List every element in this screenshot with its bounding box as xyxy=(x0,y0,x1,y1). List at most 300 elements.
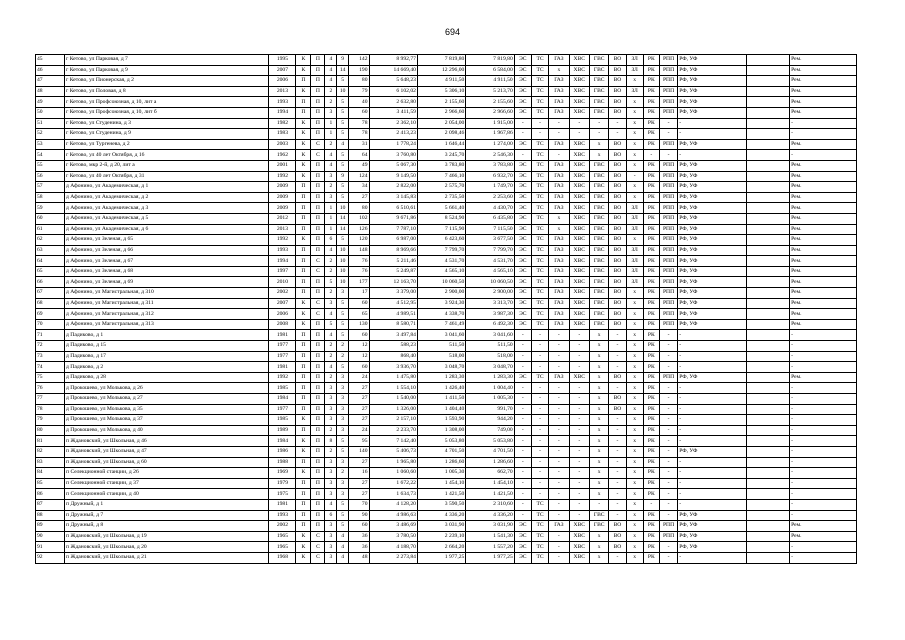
table-cell: К xyxy=(296,552,311,563)
table-cell: 1994 xyxy=(269,256,296,267)
table-cell: - xyxy=(514,118,531,129)
table-row xyxy=(36,245,857,256)
table-cell: П xyxy=(311,76,325,87)
table-cell: ЭС xyxy=(514,213,531,224)
table-cell: П xyxy=(311,319,325,330)
table-row xyxy=(36,203,857,214)
table-cell: 2013 xyxy=(269,224,296,235)
table-cell: - xyxy=(531,394,548,405)
table-cell: 3 xyxy=(325,531,337,542)
table-cell: - xyxy=(790,457,857,468)
table-cell: Рем. xyxy=(790,277,857,288)
table-cell: РФ, УФ xyxy=(678,97,747,108)
table-cell: - xyxy=(549,499,569,510)
table-cell: 5 067,30 xyxy=(369,160,417,171)
table-cell: ГАЗ xyxy=(549,203,569,214)
address-cell: п Ждановский, ул Школьная, д 47 xyxy=(65,446,269,457)
table-cell: П xyxy=(296,457,311,468)
row-number-cell: 80 xyxy=(36,425,65,436)
table-cell: ЗЛ xyxy=(626,256,643,267)
table-cell: РФ, УФ xyxy=(678,266,747,277)
table-cell: РК xyxy=(643,182,659,193)
table-cell: - xyxy=(790,552,857,563)
table-cell: 1 426,40 xyxy=(417,383,465,394)
table-cell: х xyxy=(590,362,609,373)
row-number-cell: 50 xyxy=(36,107,65,118)
table-cell: - xyxy=(514,510,531,521)
table-cell: Рем. xyxy=(790,76,857,87)
table-cell: 14 xyxy=(337,65,349,76)
table-cell: 2 xyxy=(337,468,349,479)
row-number-cell: 81 xyxy=(36,436,65,447)
table-cell: - xyxy=(549,478,569,489)
table-cell: П xyxy=(296,182,311,193)
table-cell: 2 xyxy=(325,139,337,150)
table-cell: 5 xyxy=(337,129,349,140)
table-cell: 3 245,70 xyxy=(417,150,465,161)
table-cell: х xyxy=(626,330,643,341)
table-cell: 1 634,73 xyxy=(369,489,417,500)
table-cell: 3 xyxy=(325,521,337,532)
table-cell: П xyxy=(311,499,325,510)
table-cell: Рем. xyxy=(790,182,857,193)
table-cell: - xyxy=(531,383,548,394)
table-cell: Рем. xyxy=(790,65,857,76)
table-cell: - xyxy=(531,330,548,341)
table-cell: 2 xyxy=(325,288,337,299)
table-row xyxy=(36,118,857,129)
row-number-cell: 76 xyxy=(36,383,65,394)
table-row xyxy=(36,362,857,373)
table-cell: 1 060,60 xyxy=(369,468,417,479)
table-cell: РФ, УФ xyxy=(678,160,747,171)
table-cell: 2 054,00 xyxy=(417,118,465,129)
table-cell: П xyxy=(296,277,311,288)
table-cell: - xyxy=(659,129,677,140)
table-cell: 5 xyxy=(337,436,349,447)
table-row xyxy=(36,309,857,320)
table-cell: 9 xyxy=(337,171,349,182)
table-cell: 1 475,80 xyxy=(369,372,417,383)
table-row xyxy=(36,235,857,246)
table-cell: ВО xyxy=(609,319,626,330)
address-cell: д Афонино, ул Магистральная, д 313 xyxy=(65,319,269,330)
address-cell: д Прокошево, ул Молькова, д 40 xyxy=(65,425,269,436)
table-cell xyxy=(747,150,790,161)
table-cell: х xyxy=(590,383,609,394)
table-cell: РК xyxy=(643,383,659,394)
table-cell: - xyxy=(609,415,626,426)
table-cell: ТС xyxy=(531,277,548,288)
table-cell: 511,50 xyxy=(466,341,514,352)
table-cell: 2009 xyxy=(269,182,296,193)
table-cell: - xyxy=(549,425,569,436)
table-cell: ГВС xyxy=(590,213,609,224)
table-cell xyxy=(747,182,790,193)
table-cell: ВО xyxy=(609,277,626,288)
table-cell: - xyxy=(569,351,589,362)
table-cell: 3 783,80 xyxy=(417,160,465,171)
table-cell: РК xyxy=(643,394,659,405)
table-cell: 4 xyxy=(325,330,337,341)
table-cell: - xyxy=(790,394,857,405)
table-cell: 4 336,20 xyxy=(417,510,465,521)
table-cell: 1984 xyxy=(269,436,296,447)
table-cell: Рем. xyxy=(790,192,857,203)
table-cell: РФ, УФ xyxy=(678,235,747,246)
table-cell: ГАЗ xyxy=(549,235,569,246)
table-cell: 80 xyxy=(349,76,369,87)
table-cell: 518,00 xyxy=(466,351,514,362)
table-cell: - xyxy=(609,118,626,129)
table-cell: - xyxy=(531,341,548,352)
table-cell: 6 987,00 xyxy=(369,235,417,246)
table-cell: РПП xyxy=(659,160,677,171)
table-cell: 2002 xyxy=(269,288,296,299)
table-cell: ГВС xyxy=(590,521,609,532)
table-cell: 2 xyxy=(325,351,337,362)
table-cell: - xyxy=(659,478,677,489)
table-cell: 1 326,00 xyxy=(369,404,417,415)
table-cell: 1997 xyxy=(269,266,296,277)
table-cell: х xyxy=(626,521,643,532)
table-cell: 3 xyxy=(325,552,337,563)
table-cell: 2 632,80 xyxy=(369,97,417,108)
table-cell: ЭС xyxy=(514,139,531,150)
table-cell: - xyxy=(790,404,857,415)
table-cell: ХВС xyxy=(569,182,589,193)
address-cell: п Селекционной станции, д 37 xyxy=(65,478,269,489)
table-cell xyxy=(747,478,790,489)
table-row xyxy=(36,129,857,140)
table-cell: РК xyxy=(643,309,659,320)
table-cell: ХВС xyxy=(569,319,589,330)
table-cell: - xyxy=(531,415,548,426)
address-cell: п Ждановский, ул Школьная, д 46 xyxy=(65,436,269,447)
table-cell: Рем. xyxy=(790,288,857,299)
table-cell: - xyxy=(678,415,747,426)
table-cell: х xyxy=(626,160,643,171)
table-cell: х xyxy=(626,235,643,246)
table-cell: х xyxy=(590,139,609,150)
table-cell: ВО xyxy=(609,86,626,97)
table-cell: ТС xyxy=(531,107,548,118)
table-cell: ТС xyxy=(531,256,548,267)
table-cell: ТС xyxy=(531,182,548,193)
table-cell: 5 xyxy=(337,107,349,118)
table-cell: - xyxy=(590,499,609,510)
table-cell: х xyxy=(549,213,569,224)
table-cell: РФ, УФ xyxy=(678,372,747,383)
table-cell: 36 xyxy=(349,542,369,553)
table-cell: 2 xyxy=(325,446,337,457)
table-cell: П xyxy=(311,425,325,436)
table-cell: - xyxy=(678,129,747,140)
table-cell: х xyxy=(626,192,643,203)
table-cell: 4 xyxy=(337,542,349,553)
table-cell: х xyxy=(626,118,643,129)
row-number-cell: 62 xyxy=(36,235,65,246)
table-cell: П xyxy=(311,182,325,193)
row-number-cell: 84 xyxy=(36,468,65,479)
table-cell: 6 xyxy=(325,235,337,246)
table-cell: 4 338,70 xyxy=(417,309,465,320)
table-cell: 3 xyxy=(325,192,337,203)
address-cell: д Афонино, ул Зеленая, д 67 xyxy=(65,256,269,267)
table-cell: 5 xyxy=(337,97,349,108)
table-cell: ХВС xyxy=(569,107,589,118)
table-cell: х xyxy=(626,499,643,510)
table-cell: ВО xyxy=(609,76,626,87)
table-cell: ГАЗ xyxy=(549,86,569,97)
table-cell: 126 xyxy=(349,224,369,235)
table-row xyxy=(36,171,857,182)
table-cell: - xyxy=(659,542,677,553)
table-cell: 1 283,30 xyxy=(466,372,514,383)
table-cell: ГВС xyxy=(590,256,609,267)
table-cell: 5 xyxy=(337,118,349,129)
table-cell: ГАЗ xyxy=(549,245,569,256)
table-cell: ГАЗ xyxy=(549,277,569,288)
table-cell xyxy=(747,235,790,246)
table-cell: - xyxy=(549,436,569,447)
table-cell: 5 249,87 xyxy=(369,266,417,277)
table-cell: 4 911,50 xyxy=(417,76,465,87)
row-number-cell: 91 xyxy=(36,542,65,553)
table-cell: Рем. xyxy=(790,97,857,108)
table-cell: 4 xyxy=(337,552,349,563)
table-cell: 3 xyxy=(325,457,337,468)
table-cell: 120 xyxy=(349,235,369,246)
table-cell: 5 xyxy=(337,521,349,532)
table-cell: ТС xyxy=(531,266,548,277)
table-cell: РФ, УФ xyxy=(678,224,747,235)
table-cell: - xyxy=(626,171,643,182)
table-cell: 60 xyxy=(349,362,369,373)
table-cell: 1975 xyxy=(269,489,296,500)
table-cell: - xyxy=(549,330,569,341)
row-number-cell: 85 xyxy=(36,478,65,489)
table-cell: К xyxy=(296,150,311,161)
table-cell: 2 362,10 xyxy=(369,118,417,129)
table-cell xyxy=(747,510,790,521)
table-cell: 17 xyxy=(349,288,369,299)
table-cell: - xyxy=(514,383,531,394)
table-cell: х xyxy=(626,383,643,394)
table-cell: 1 308,00 xyxy=(417,425,465,436)
table-cell: ХВС xyxy=(569,139,589,150)
table-row xyxy=(36,468,857,479)
table-cell: 142 xyxy=(349,55,369,66)
table-cell: - xyxy=(790,499,857,510)
table-cell: - xyxy=(569,510,589,521)
address-cell: г Кетово, ул 40 лет Октября, д 31 xyxy=(65,171,269,182)
table-cell: ГАЗ xyxy=(549,97,569,108)
table-cell xyxy=(747,457,790,468)
table-cell: 1 286,60 xyxy=(466,457,514,468)
table-cell: х xyxy=(626,415,643,426)
table-row xyxy=(36,266,857,277)
table-cell: 10 xyxy=(337,277,349,288)
table-cell: х xyxy=(590,446,609,457)
table-cell: - xyxy=(549,531,569,542)
table-cell: К xyxy=(296,542,311,553)
table-cell: ВО xyxy=(609,309,626,320)
table-cell: 944,20 xyxy=(466,415,514,426)
table-cell: - xyxy=(790,436,857,447)
table-cell: 4 xyxy=(325,309,337,320)
table-cell: 7 787,10 xyxy=(369,224,417,235)
table-cell: - xyxy=(531,425,548,436)
table-cell: К xyxy=(296,436,311,447)
table-cell: ЭС xyxy=(514,224,531,235)
table-cell: - xyxy=(659,446,677,457)
table-cell: ХВС xyxy=(569,309,589,320)
table-cell: К xyxy=(296,415,311,426)
table-cell: - xyxy=(659,510,677,521)
table-cell: П xyxy=(311,160,325,171)
table-cell: 4 430,70 xyxy=(466,203,514,214)
table-cell: ГВС xyxy=(590,224,609,235)
table-cell: 1 977,25 xyxy=(417,552,465,563)
table-cell: - xyxy=(659,150,677,161)
table-cell: - xyxy=(609,341,626,352)
table-cell: - xyxy=(569,489,589,500)
row-number-cell: 51 xyxy=(36,118,65,129)
table-row xyxy=(36,277,857,288)
table-cell: ГВС xyxy=(590,171,609,182)
table-cell: П xyxy=(311,351,325,362)
table-cell: х xyxy=(626,97,643,108)
table-cell: П xyxy=(296,107,311,118)
table-cell: ГАЗ xyxy=(549,372,569,383)
table-cell: - xyxy=(531,489,548,500)
table-cell: РК xyxy=(643,319,659,330)
table-cell: - xyxy=(659,118,677,129)
table-row xyxy=(36,404,857,415)
table-cell: 3 924,30 xyxy=(417,298,465,309)
table-cell: П xyxy=(311,203,325,214)
table-cell xyxy=(747,55,790,66)
table-cell: х xyxy=(590,542,609,553)
table-cell: РК xyxy=(643,160,659,171)
table-cell: 95 xyxy=(349,436,369,447)
table-cell xyxy=(747,341,790,352)
table-row xyxy=(36,76,857,87)
address-cell: д Падиково, д 15 xyxy=(65,341,269,352)
table-cell: 1 xyxy=(325,118,337,129)
table-cell: ЭС xyxy=(514,552,531,563)
table-cell: 5 053,80 xyxy=(417,436,465,447)
table-cell: Рем. xyxy=(790,521,857,532)
table-cell: РПП xyxy=(659,521,677,532)
table-row xyxy=(36,341,857,352)
table-cell: ГАЗ xyxy=(549,298,569,309)
table-cell: - xyxy=(609,468,626,479)
row-number-cell: 83 xyxy=(36,457,65,468)
table-cell: 2 900,00 xyxy=(417,288,465,299)
table-cell: 2006 xyxy=(269,309,296,320)
table-cell: х xyxy=(626,489,643,500)
table-cell: - xyxy=(549,552,569,563)
table-cell: - xyxy=(659,425,677,436)
table-cell: х xyxy=(626,542,643,553)
table-cell: ТС xyxy=(531,510,548,521)
table-cell: 3 xyxy=(325,478,337,489)
table-cell: 8 580,71 xyxy=(369,319,417,330)
table-cell: ХВС xyxy=(569,65,589,76)
table-cell: х xyxy=(590,351,609,362)
table-cell: ТС xyxy=(531,55,548,66)
table-cell: ЭС xyxy=(514,55,531,66)
address-cell: д Афонино, ул Академическая, д 5 xyxy=(65,213,269,224)
table-cell: РК xyxy=(643,266,659,277)
table-cell: П xyxy=(311,55,325,66)
table-cell: РФ, УФ xyxy=(678,309,747,320)
table-row xyxy=(36,192,857,203)
table-cell: - xyxy=(643,499,659,510)
table-cell: РК xyxy=(643,478,659,489)
table-cell: ГВС xyxy=(590,86,609,97)
table-cell: 3 xyxy=(325,415,337,426)
row-number-cell: 53 xyxy=(36,139,65,150)
table-cell: ХВС xyxy=(569,192,589,203)
table-row xyxy=(36,256,857,267)
table-cell: Рем. xyxy=(790,298,857,309)
table-cell: х xyxy=(590,468,609,479)
table-cell: - xyxy=(678,330,747,341)
table-cell: х xyxy=(626,309,643,320)
table-cell: - xyxy=(790,341,857,352)
table-cell xyxy=(747,266,790,277)
table-cell: 76 xyxy=(349,256,369,267)
row-number-cell: 49 xyxy=(36,97,65,108)
table-cell: 1977 xyxy=(269,404,296,415)
row-number-cell: 64 xyxy=(36,256,65,267)
table-cell: 10 060,50 xyxy=(417,277,465,288)
table-cell: 2013 xyxy=(269,86,296,97)
table-cell: РФ, УФ xyxy=(678,256,747,267)
table-cell: 27 xyxy=(349,478,369,489)
table-cell: - xyxy=(549,383,569,394)
table-cell: 3 780,50 xyxy=(369,531,417,542)
table-cell: 27 xyxy=(349,457,369,468)
table-cell: ТС xyxy=(531,203,548,214)
address-cell: г Кетово, ул Студенина, д 9 xyxy=(65,129,269,140)
table-cell: х xyxy=(626,425,643,436)
table-cell: 36 xyxy=(349,531,369,542)
table-cell: 4 531,70 xyxy=(466,256,514,267)
table-cell: ГАЗ xyxy=(549,309,569,320)
table-cell: ВО xyxy=(609,97,626,108)
table-cell: 1962 xyxy=(269,150,296,161)
table-cell: 70 xyxy=(349,499,369,510)
table-cell: - xyxy=(569,383,589,394)
table-cell: 60 xyxy=(349,521,369,532)
row-number-cell: 70 xyxy=(36,319,65,330)
table-cell: ГАЗ xyxy=(549,171,569,182)
table-cell: ГАЗ xyxy=(549,107,569,118)
table-cell: ЗЛ xyxy=(626,86,643,97)
table-cell: К xyxy=(296,55,311,66)
table-cell: РФ, УФ xyxy=(678,446,747,457)
address-cell: п Ждановский, ул Школьная, д 21 xyxy=(65,552,269,563)
table-cell: П xyxy=(296,76,311,87)
table-cell: 27 xyxy=(349,394,369,405)
table-cell: 511,50 xyxy=(417,341,465,352)
table-cell: РФ, УФ xyxy=(678,86,747,97)
table-cell: х xyxy=(590,489,609,500)
